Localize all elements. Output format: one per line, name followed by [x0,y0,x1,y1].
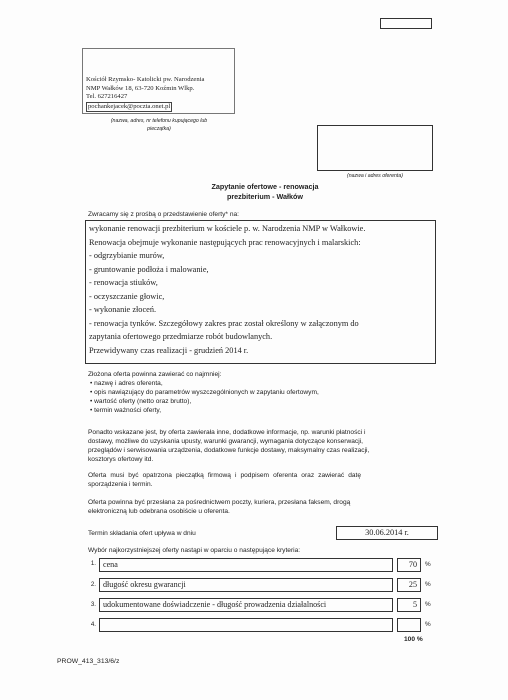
scope-line: Przewidywany czas realizacji - grudzień 2014 r. [89,345,249,355]
bidder-stamp-box [317,125,433,171]
requirement-item: • wartość oferty (netto oraz brutto), [90,397,192,405]
address-line: Kościół Rzymsko- Katolicki pw. Narodzenia [86,76,205,83]
caption-line: (nazwa, adres, nr telefonu kupującego lub [110,118,208,124]
buyer-address-caption [84,118,234,133]
scope-line: - odgrzybianie murów, [89,251,165,260]
criteria-name-field[interactable]: długość okresu gwarancji [99,578,393,592]
title-line: Zapytanie ofertowe - renowacja [211,182,319,191]
criteria-total: 100 % [404,636,423,643]
percent-sign: % [425,601,431,608]
address-email: pochankejacek@poczta.onet.pl [86,102,172,113]
requirement-item: • termin ważności oferty, [90,406,162,414]
scope-text [89,222,365,357]
percent-sign: % [425,561,431,568]
delivery-paragraph [88,499,440,517]
criteria-weight-field[interactable]: 70 [397,558,421,572]
criteria-weight-field[interactable]: 25 [397,578,421,592]
percent-sign: % [425,621,431,628]
criteria-weight-field[interactable]: 5 [397,598,421,612]
address-line: NMP Wałków 18, 63-720 Koźmin Wlkp. [86,84,195,92]
buyer-address [86,76,204,112]
bidder-caption: (nazwa i adres oferenta) [347,173,403,179]
criteria-name-field[interactable]: cena [99,558,393,572]
requirement-item: • nazwę i adres oferenta, [90,379,163,387]
para-line: elektroniczną lub odebrana osobiście u oferenta. [88,507,230,515]
deadline-label: Termin składania ofert upływa w dniu [88,530,196,537]
criteria-number: 1. [90,560,96,567]
criteria-name-field[interactable]: udokumentowane doświadczenie - długość prowadzenia działalności [99,598,393,612]
scope-line: - renowacja tynków. Szczegółowy zakres prac został określony w załączonym do [89,318,359,328]
criteria-number: 4. [90,621,96,628]
para-line: dostawy, możliwe do uzyskania upusty, warunki gwarancji, wymagania dotyczące konserwacji, [88,437,363,445]
caption-line: pieczątka) [147,125,171,132]
additional-info-paragraph [88,429,440,465]
requirement-item: • opis nawiązujący do parametrów wyszczególnionych w zapytaniu ofertowym, [90,388,319,396]
scope-line: wykonanie renowacji prezbiterium w kościele p. w. Narodzenia NMP w Wałkowie. [89,224,366,233]
address-line: Tel. 627216427 [86,93,128,101]
scope-line: - renowacja stiuków, [89,278,158,287]
scope-line: Renowacja obejmuje wykonanie następujących prac renowacyjnych i malarskich: [89,237,361,247]
criteria-heading: Wybór najkorzystniejszej oferty nastąpi w oparciu o następujące kryteria: [88,547,301,554]
title-line: prezbiterium - Wałków [226,192,303,202]
para-line: Oferta musi być opatrzona pieczątką firmową i podpisem oferenta oraz zawierać datę [88,472,362,479]
criteria-number: 3. [90,601,96,608]
criteria-weight-field[interactable] [397,618,421,632]
requirements-section [88,371,440,415]
para-line: sporządzenia i termin. [88,480,153,488]
para-line: przeglądów i serwisowania urządzenia, dodatkowe funkcje dostawy, maksymalny czas realizacji, [88,446,370,454]
intro-text: Zwracamy się z prośbą o przedstawienie oferty* na: [88,211,239,218]
deadline-field[interactable]: 30.06.2014 r. [336,526,438,540]
criteria-number: 2. [90,581,96,588]
scope-line: - oczyszczanie głowic, [89,291,165,301]
para-line: kosztorys ofertowy itd. [88,455,154,463]
percent-sign: % [425,581,431,588]
scope-line: zapytania ofertowego przedmiarze robót budowlanych. [89,332,273,341]
scope-line: - gruntowanie podłoża i malowanie, [89,264,209,274]
scope-line: - wykonanie złoceń. [89,305,157,314]
stamp-signature-paragraph [88,472,440,490]
page-title [170,182,360,202]
criteria-name-field[interactable] [99,618,393,632]
requirements-heading: Złożona oferta powinna zawierać co najmniej: [88,371,222,378]
para-line: Ponadto wskazane jest, by oferta zawierała inne, dodatkowe informacje, np. warunki płatności i [88,429,366,436]
top-right-box [380,18,432,29]
para-line: Oferta powinna być przesłana za pośrednictwem poczty, kuriera, przesłana faksem, drogą [88,499,351,506]
footer-code: PROW_413_313/6/z [57,658,120,665]
